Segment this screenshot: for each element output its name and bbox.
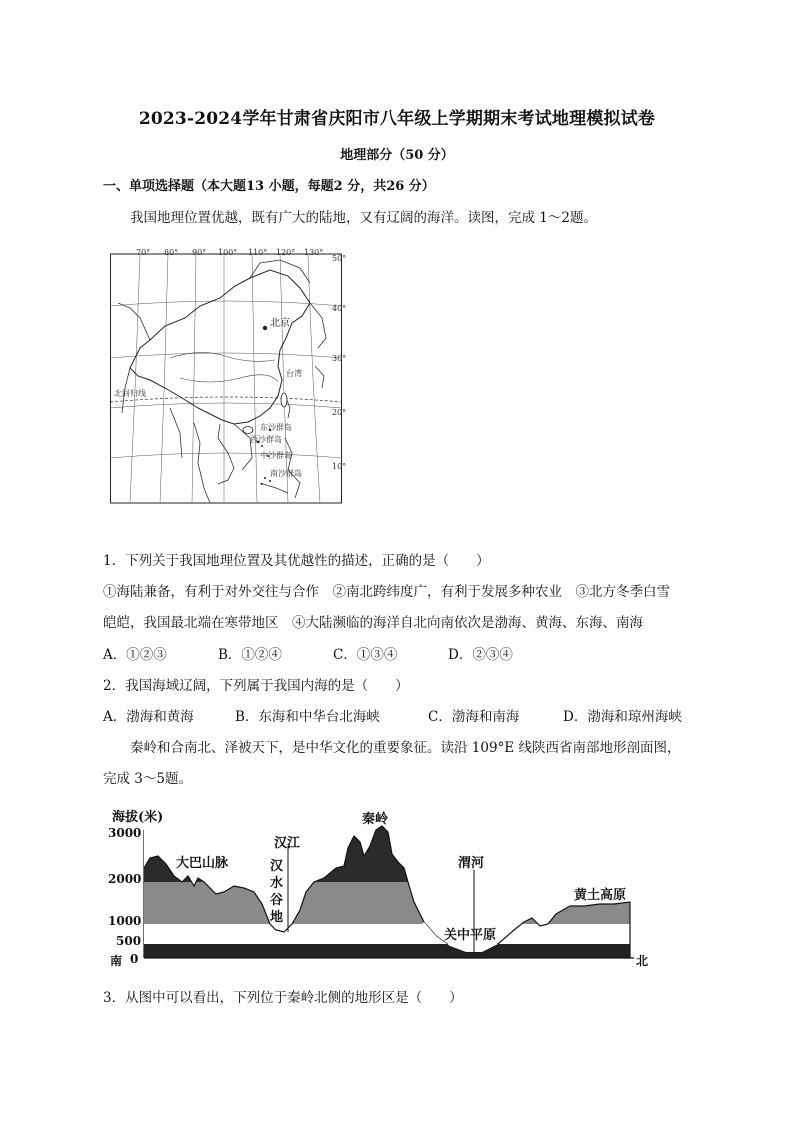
ytick-500: 500 (116, 934, 142, 948)
page-title: 2023-2024学年甘肃省庆阳市八年级上学期期末考试地理模拟试卷 (138, 109, 656, 129)
lon-label-90: 90° (192, 248, 207, 257)
qinling-label: 秦岭 (362, 812, 389, 827)
ytick-1000: 1000 (108, 914, 142, 928)
lat-label-40: 40° (332, 304, 347, 313)
question-3-stem: 3．从图中可以看出，下列位于秦岭北侧的地形区是（ ） (103, 990, 463, 1006)
dabashan-label: 大巴山脉 (176, 856, 229, 871)
terrain-profile-figure (104, 806, 664, 970)
ytick-3000: 3000 (108, 826, 142, 840)
north-label: 北 (636, 954, 649, 968)
guanzhong-label: 关中平原 (444, 928, 497, 943)
hanshui-char-3: 谷 (270, 893, 284, 908)
question-1-option-c[interactable]: C．①③④ (333, 647, 398, 663)
page-subtitle: 地理部分（50 分） (340, 148, 454, 163)
taiwan-label: 台湾 (286, 369, 302, 378)
lon-label-110: 110° (248, 248, 268, 257)
section-heading: 一、单项选择题（本大题13 小题，每题2 分，共26 分） (103, 179, 435, 194)
south-label: 南 (110, 954, 123, 968)
beijing-marker (263, 326, 267, 330)
hanshui-char-2: 水 (270, 876, 284, 891)
map-graphic (110, 248, 348, 504)
nansha-label: 南沙群岛 (270, 469, 302, 478)
lat-label-10: 10° (332, 462, 347, 471)
lat-label-50: 50° (332, 254, 347, 263)
ytick-0: 0 (130, 952, 139, 966)
intro-paragraph-1: 我国地理位置优越，既有广大的陆地，又有辽阔的海洋。读图，完成 1～2题。 (130, 210, 597, 226)
question-1-option-a[interactable]: A．①②③ (103, 647, 167, 663)
tropic-label: 北回归线 (114, 389, 146, 398)
hanshui-valley-label (270, 858, 286, 926)
lon-label-80: 80° (164, 248, 179, 257)
question-1-option-d[interactable]: D．②③④ (448, 647, 513, 663)
question-2-option-d[interactable]: D．渤海和琼州海峡 (563, 709, 682, 725)
weihe-label: 渭河 (458, 856, 485, 871)
question-2-stem: 2．我国海域辽阔，下列属于我国内海的是（ ） (103, 678, 409, 694)
lon-label-100: 100° (218, 248, 238, 257)
intro-paragraph-2-line-2: 完成 3～5题。 (103, 771, 192, 787)
question-1-statements-line-2: 皑皑，我国最北端在寒带地区 ④大陆濒临的海洋自北向南依次是渤海、黄海、东海、南海 (103, 615, 643, 631)
hanshui-char-1: 汉 (270, 859, 284, 874)
xisha-label: 西沙群岛 (250, 435, 282, 444)
hanshui-char-4: 地 (270, 910, 284, 925)
loess-plateau-label: 黄土高原 (574, 888, 627, 903)
profile-ylabel: 海拔(米) (112, 810, 164, 825)
hanjiang-label: 汉江 (274, 836, 301, 851)
ytick-2000: 2000 (108, 872, 142, 886)
lat-label-30: 30° (332, 354, 347, 363)
intro-paragraph-2-line-1: 秦岭和合南北、泽被天下，是中华文化的重要象征。读沿 109°E 线陕西省南部地形剖面图， (130, 740, 681, 756)
question-1-option-b[interactable]: B．①②④ (218, 647, 282, 663)
question-1-statements-line-1: ①海陆兼备，有利于对外交往与合作 ②南北跨纬度广，有利于发展多种农业 ③北方冬季白雪 (103, 584, 670, 600)
beijing-label: 北京 (270, 318, 290, 329)
lon-label-70: 70° (136, 248, 151, 257)
question-2-option-a[interactable]: A．渤海和黄海 (103, 709, 194, 725)
lon-label-130: 130° (304, 248, 324, 257)
china-location-map (110, 248, 348, 504)
question-1-stem: 1．下列关于我国地理位置及其优越性的描述，正确的是（ ） (103, 553, 490, 569)
lat-label-20: 20° (332, 408, 347, 417)
question-2-option-c[interactable]: C．渤海和南海 (428, 709, 520, 725)
question-2-option-b[interactable]: B．东海和中华台北海峡 (235, 709, 380, 725)
zhongsha-label: 中沙群岛 (260, 451, 292, 460)
lon-label-120: 120° (276, 248, 296, 257)
dongsha-label: 东沙群岛 (260, 423, 292, 432)
